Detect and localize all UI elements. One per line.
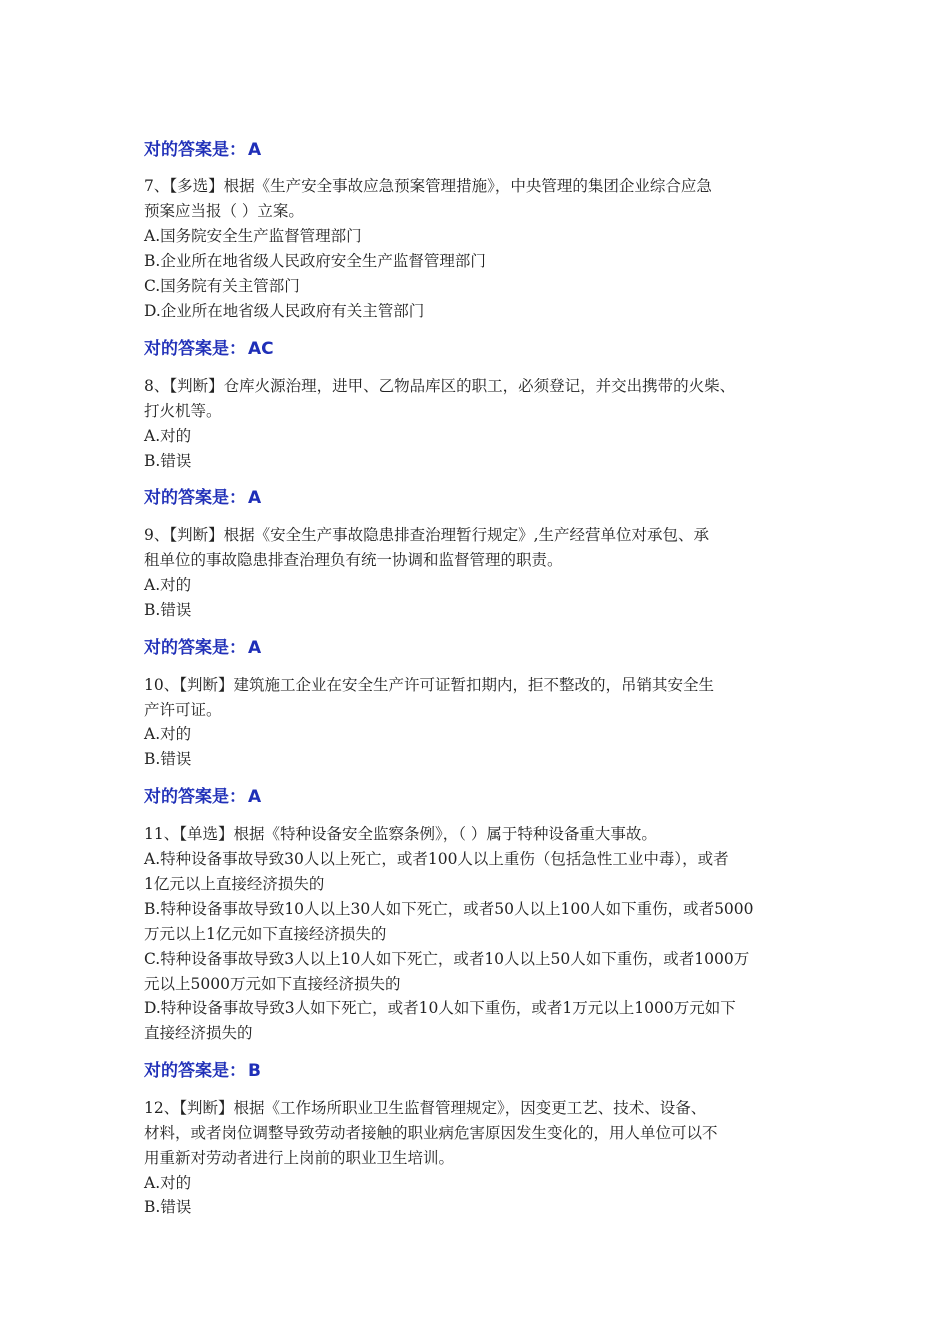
answer-value: A xyxy=(248,140,262,160)
option-line: B.错误 xyxy=(144,1198,192,1216)
answer-line xyxy=(144,138,261,162)
answer-value: A xyxy=(248,488,262,508)
answer-line xyxy=(144,337,274,361)
option-line: B.企业所在地省级人民政府安全生产监督管理部门 xyxy=(144,252,486,270)
option-line: A.对的 xyxy=(144,725,192,743)
answer-value: B xyxy=(248,1061,261,1081)
option-line: A.国务院安全生产监督管理部门 xyxy=(144,227,362,245)
answer-prefix: 对的答案是： xyxy=(144,339,246,359)
option-line: B.错误 xyxy=(144,750,192,768)
answer-value: A xyxy=(248,638,262,658)
question-text: 产许可证。 xyxy=(144,701,222,719)
question-text: 租单位的事故隐患排查治理负有统一协调和监督管理的职责。 xyxy=(144,551,563,569)
answer-prefix: 对的答案是： xyxy=(144,638,246,658)
option-line: D.企业所在地省级人民政府有关主管部门 xyxy=(144,302,425,320)
question-text: 11、【单选】根据《特种设备安全监察条例》，（ ）属于特种设备重大事故。 xyxy=(144,825,657,843)
option-line: A.特种设备事故导致30人以上死亡，或者100人以上重伤（包括急性工业中毒），或者 xyxy=(144,850,729,868)
answer-line xyxy=(144,1059,261,1083)
question-text: 材料，或者岗位调整导致劳动者接触的职业病危害原因发生变化的，用人单位可以不 xyxy=(144,1124,718,1142)
question-text: 8、【判断】仓库火源治理，进甲、乙物品库区的职工，必须登记，并交出携带的火柴、 xyxy=(144,377,736,395)
question-text: 10、【判断】建筑施工企业在安全生产许可证暂扣期内，拒不整改的，吊销其安全生 xyxy=(144,676,714,694)
question-text: 预案应当报（ ）立案。 xyxy=(144,202,304,220)
question-text: 7、【多选】根据《生产安全事故应急预案管理措施》，中央管理的集团企业综合应急 xyxy=(144,177,712,195)
answer-prefix: 对的答案是： xyxy=(144,1061,246,1081)
option-line: B.错误 xyxy=(144,601,192,619)
question-text: 打火机等。 xyxy=(144,402,222,420)
option-line: A.对的 xyxy=(144,1174,192,1192)
option-line: C.国务院有关主管部门 xyxy=(144,277,300,295)
answer-value: AC xyxy=(248,339,274,359)
question-text: 用重新对劳动者进行上岗前的职业卫生培训。 xyxy=(144,1149,455,1167)
option-line: 1亿元以上直接经济损失的 xyxy=(144,875,325,893)
option-line: 万元以上1亿元如下直接经济损失的 xyxy=(144,925,387,943)
option-line: B.特种设备事故导致10人以上30人如下死亡，或者50人以上100人如下重伤，或者5000 xyxy=(144,900,754,918)
option-line: C.特种设备事故导致3人以上10人如下死亡，或者10人以上50人如下重伤，或者1000万 xyxy=(144,950,750,968)
option-line: 直接经济损失的 xyxy=(144,1024,253,1042)
answer-prefix: 对的答案是： xyxy=(144,488,246,508)
question-text: 12、【判断】根据《工作场所职业卫生监督管理规定》，因变更工艺、技术、设备、 xyxy=(144,1099,707,1117)
answer-line xyxy=(144,785,261,809)
question-text: 9、【判断】根据《安全生产事故隐患排查治理暂行规定》,生产经营单位对承包、承 xyxy=(144,526,710,544)
option-line: A.对的 xyxy=(144,576,192,594)
answer-line xyxy=(144,486,261,510)
option-line: A.对的 xyxy=(144,427,192,445)
option-line: 元以上5000万元如下直接经济损失的 xyxy=(144,975,401,993)
option-line: D.特种设备事故导致3人如下死亡，或者10人如下重伤，或者1万元以上1000万元如下 xyxy=(144,999,736,1017)
option-line: B.错误 xyxy=(144,452,192,470)
answer-line xyxy=(144,636,261,660)
answer-prefix: 对的答案是： xyxy=(144,787,246,807)
answer-prefix: 对的答案是： xyxy=(144,140,246,160)
answer-value: A xyxy=(248,787,262,807)
